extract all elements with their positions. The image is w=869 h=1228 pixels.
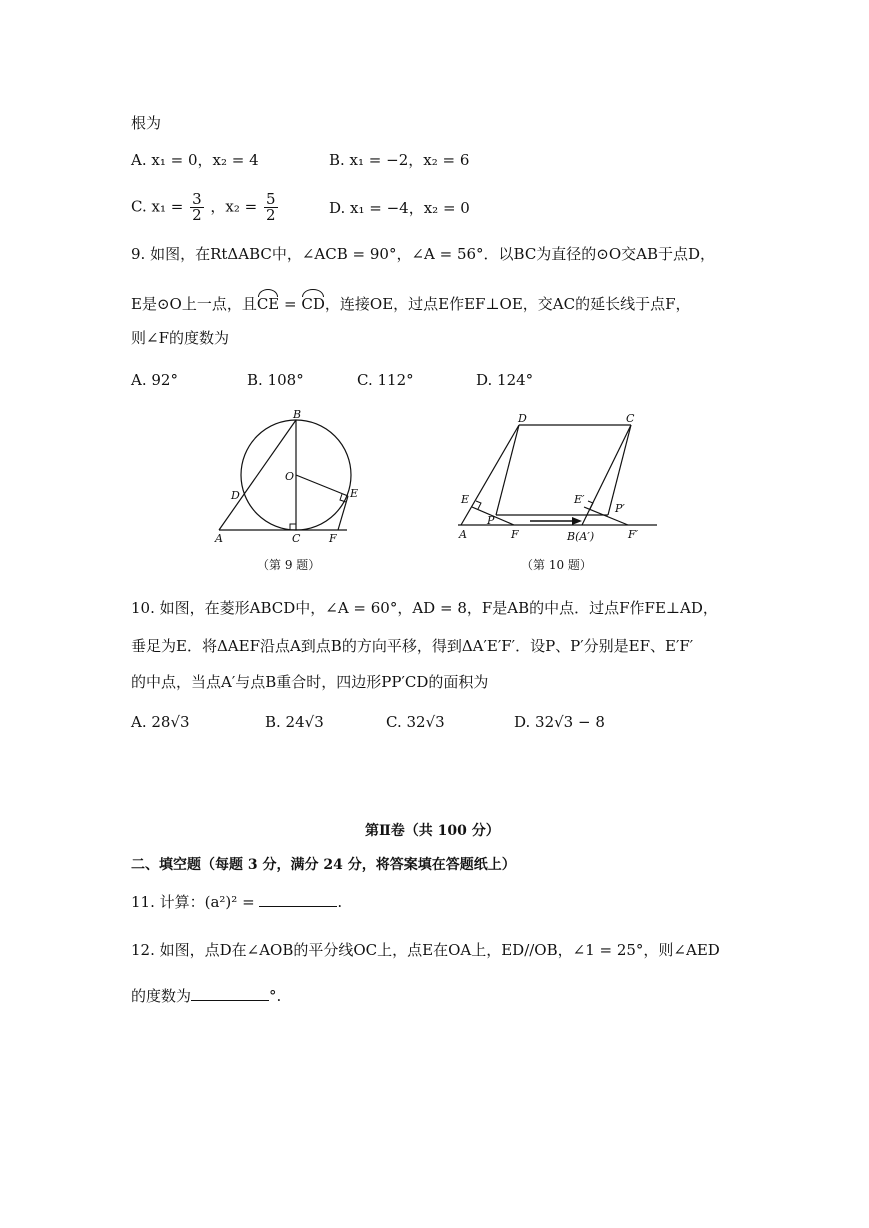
figure-9-diagram	[205, 405, 375, 545]
q12-line-1: 12. 如图，点D在∠AOB的平分线OC上，点E在OA上，ED//OB，∠1 = 25°，则∠AED	[131, 941, 720, 959]
q10-option-b: B. 24√3	[265, 713, 324, 731]
q8-option-d: D. x₁ = −4，x₂ = 0	[329, 199, 470, 217]
q10-option-d: D. 32√3 − 8	[514, 713, 605, 731]
q9-option-c: C. 112°	[357, 371, 414, 389]
q12-line-2	[131, 986, 281, 1006]
q8-option-c-prefix: C. x₁ =	[131, 197, 184, 216]
q12-end: °.	[269, 987, 282, 1005]
q10-option-a: A. 28√3	[131, 713, 190, 731]
q9-equals: =	[279, 295, 302, 313]
fig9-label-f: F	[329, 532, 337, 545]
q10-line-3: 的中点，当点A′与点B重合时，四边形PP′CD的面积为	[131, 673, 489, 691]
q11-text: 11. 计算：(a²)² =	[131, 893, 255, 911]
q9-option-a: A. 92°	[131, 371, 178, 389]
q8-option-c-mid: ，x₂ =	[210, 197, 258, 216]
q9-line-2-start: E是⊙O上一点，且	[131, 295, 257, 313]
fig10-label-f: F	[511, 528, 519, 541]
q9-line-2	[131, 291, 691, 314]
q11-end: .	[337, 893, 343, 911]
fig10-label-c: C	[626, 412, 635, 425]
q12-answer-blank	[191, 986, 269, 1001]
fig9-label-b: B	[293, 408, 302, 421]
q11-line	[131, 892, 342, 912]
q9-option-b: B. 108°	[247, 371, 304, 389]
fig10-label-a: A	[459, 528, 467, 541]
q9-option-d: D. 124°	[476, 371, 534, 389]
q8-option-b: B. x₁ = −2，x₂ = 6	[329, 151, 470, 169]
q8-option-c-fraction-1: $\frac{3}{2}$	[192, 190, 202, 224]
fig10-label-b-a-prime: B(A′)	[567, 530, 595, 543]
fig9-label-d: D	[231, 489, 240, 502]
fill-in-section-heading: 二、填空题（每题 3 分，满分 24 分，将答案填在答题纸上）	[131, 857, 516, 873]
fig9-label-a: A	[215, 532, 223, 545]
fig9-label-e: E	[350, 487, 359, 500]
fig10-label-e: E	[461, 493, 470, 506]
fig10-label-e-prime: E′	[574, 493, 585, 506]
figure-10-caption: （第 10 题）	[521, 558, 592, 572]
figure-10-diagram	[450, 405, 665, 550]
figure-9-caption: （第 9 题）	[257, 558, 321, 572]
arc-cd: CD	[301, 291, 325, 314]
arc-ce: CE	[257, 291, 279, 314]
q11-answer-blank	[259, 892, 337, 907]
q10-line-2: 垂足为E．将ΔAEF沿点A到点B的方向平移，得到ΔA′E′F′．设P、P′分别是EF、E′F′	[131, 637, 694, 655]
fig10-label-p-prime: P′	[615, 502, 625, 515]
q10-option-c: C. 32√3	[386, 713, 445, 731]
fig10-label-d: D	[518, 412, 527, 425]
fig10-label-f-prime: F′	[628, 528, 639, 541]
q9-line-3: 则∠F的度数为	[131, 329, 229, 347]
q8-option-a: A. x₁ = 0，x₂ = 4	[131, 151, 259, 169]
q9-line-1: 9. 如图，在RtΔABC中，∠ACB = 90°，∠A = 56°．以BC为直径的⊙O交AB于点D，	[131, 245, 716, 263]
q9-line-2-end: ，连接OE，过点E作EF⊥OE，交AC的延长线于点F，	[324, 295, 691, 313]
q8-tail: 根为	[131, 114, 162, 132]
fig9-label-o: O	[285, 470, 295, 483]
q8-option-c	[131, 192, 280, 223]
q8-option-c-fraction-2: $\frac{5}{2}$	[266, 190, 276, 224]
q10-line-1: 10. 如图，在菱形ABCD中，∠A = 60°，AD = 8，F是AB的中点．过点F作FE⊥AD，	[131, 599, 718, 617]
q12-line-2-text: 的度数为	[131, 987, 192, 1005]
fig10-label-p: P	[487, 514, 495, 527]
fig9-label-c: C	[292, 532, 301, 545]
part-2-title: 第Ⅱ卷（共 100 分）	[365, 823, 500, 839]
